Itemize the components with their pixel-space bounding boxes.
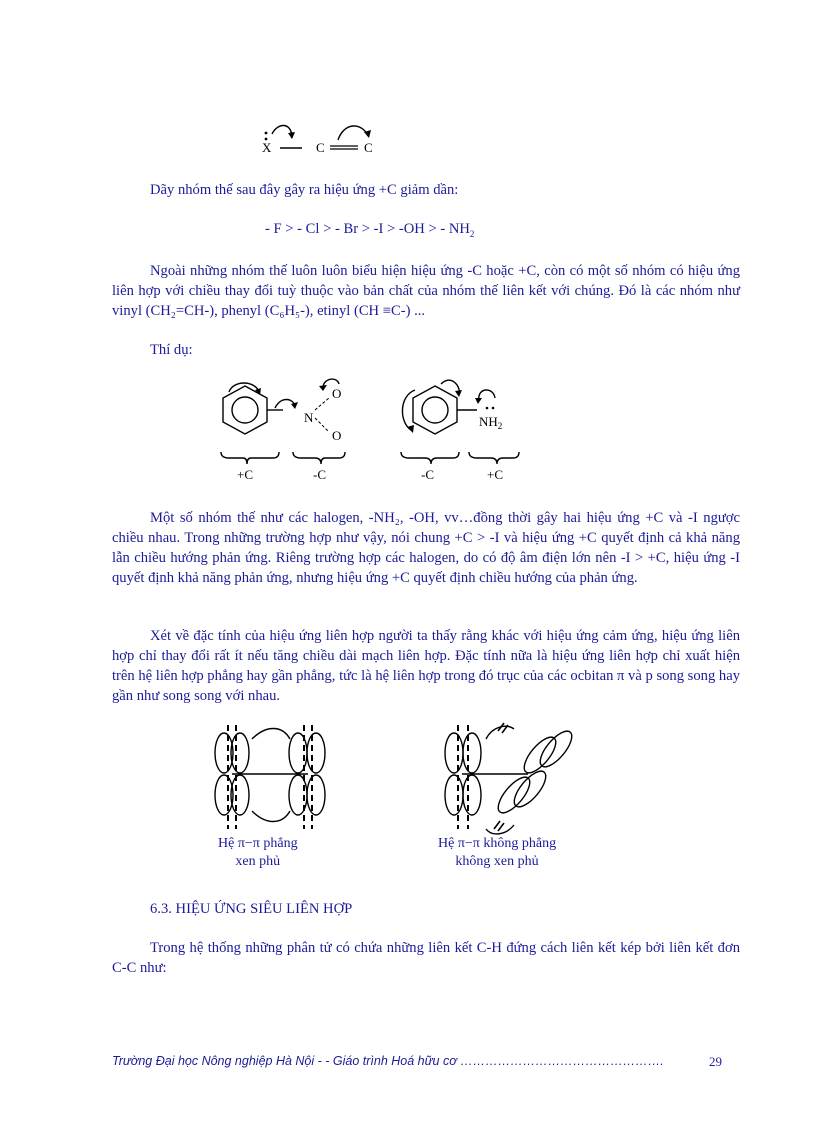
caption-planar: Hệ π−π phẳng xen phủ <box>218 836 298 869</box>
atom-o-bottom: O <box>332 428 342 443</box>
footer-text: Trường Đại học Nông nghiệp Hà Nội - - Giáo trình Hoá hữu cơ …………………………………………. <box>112 1054 664 1068</box>
example-label: Thí dụ: <box>150 342 193 358</box>
label-right-ring: -C <box>421 467 434 482</box>
caption-nonplanar: Hệ π−π không phẳng không xen phủ <box>438 836 557 869</box>
figure-benzene-examples <box>215 378 535 488</box>
atom-n: N <box>304 410 314 425</box>
paragraph-halogens: Một số nhóm thế như các halogen, -NH₂, -OH, vv…đồng thời gây hai hiệu ứng +C và -I ngược chiều nhau. Trong những trường hợp như vậy, nói chung +C > -I và hiệu ứng +C quyết định cả khả năng lẫn chiều hướng phản ứng. Riêng trường hợp các halogen, do có độ âm điện lớn nên -I > +C, hiệu ứng -I quyết định khả năng phản ứng, nhưng hiệu ứng +C quyết định chiều hướng của phản ứng. <box>112 510 740 586</box>
atom-c1: C <box>316 140 325 155</box>
atom-c2: C <box>364 140 373 155</box>
atom-x: X <box>262 140 272 155</box>
label-left-ring: +C <box>237 467 254 482</box>
label-left-group: -C <box>313 467 326 482</box>
substituent-series: - F > - Cl > - Br > -I > -OH > - $NH_2$ <box>265 221 475 239</box>
page-footer <box>112 1054 722 1068</box>
page-number: 29 <box>709 1054 722 1069</box>
paragraph-planarity: Xét về đặc tính của hiệu ứng liên hợp người ta thấy rằng khác với hiệu ứng cảm ứng, hiệu ứng liên hợp chỉ thay đổi rất ít nếu tăng chiều dài mạch liên hợp. Đặc tính nữa là hiệu ứng liên hợp chỉ xuất hiện trên hệ liên hợp phẳng hay gần phẳng, tức là hệ liên hợp trong đó trục của các ocbitan π và p song song hay gần như song song với nhau. <box>112 628 740 704</box>
section-heading: 6.3. HIỆU ỨNG SIÊU LIÊN HỢP <box>150 901 353 917</box>
label-right-group: +C <box>487 467 504 482</box>
svg-text:NH2: $NH_2$ <box>479 414 503 431</box>
paragraph-series-intro: Dãy nhóm thế sau đây gây ra hiệu ứng +C giảm dần: <box>150 182 459 198</box>
figure-orbital-overlap <box>210 725 590 837</box>
figure-conjugation-arrows <box>250 118 390 158</box>
atom-o-top: O <box>332 386 342 401</box>
paragraph-variable-groups: Ngoài những nhóm thế luôn luôn biểu hiện hiệu ứng -C hoặc +C, còn có một số nhóm có hiệu ứng liên hợp với chiều thay đổi tuỳ thuộc vào bản chất của nhóm thế liên kết với chúng. Đó là các nhóm như vinyl (CH₂=CH-), phenyl (C₆H₅-), etinyl (CH ≡C-) ... <box>112 263 740 319</box>
paragraph-hyperconjugation: Trong hệ thống những phân tử có chứa những liên kết C-H đứng cách liên kết kép bởi liên kết đơn C-C như: <box>112 940 740 976</box>
